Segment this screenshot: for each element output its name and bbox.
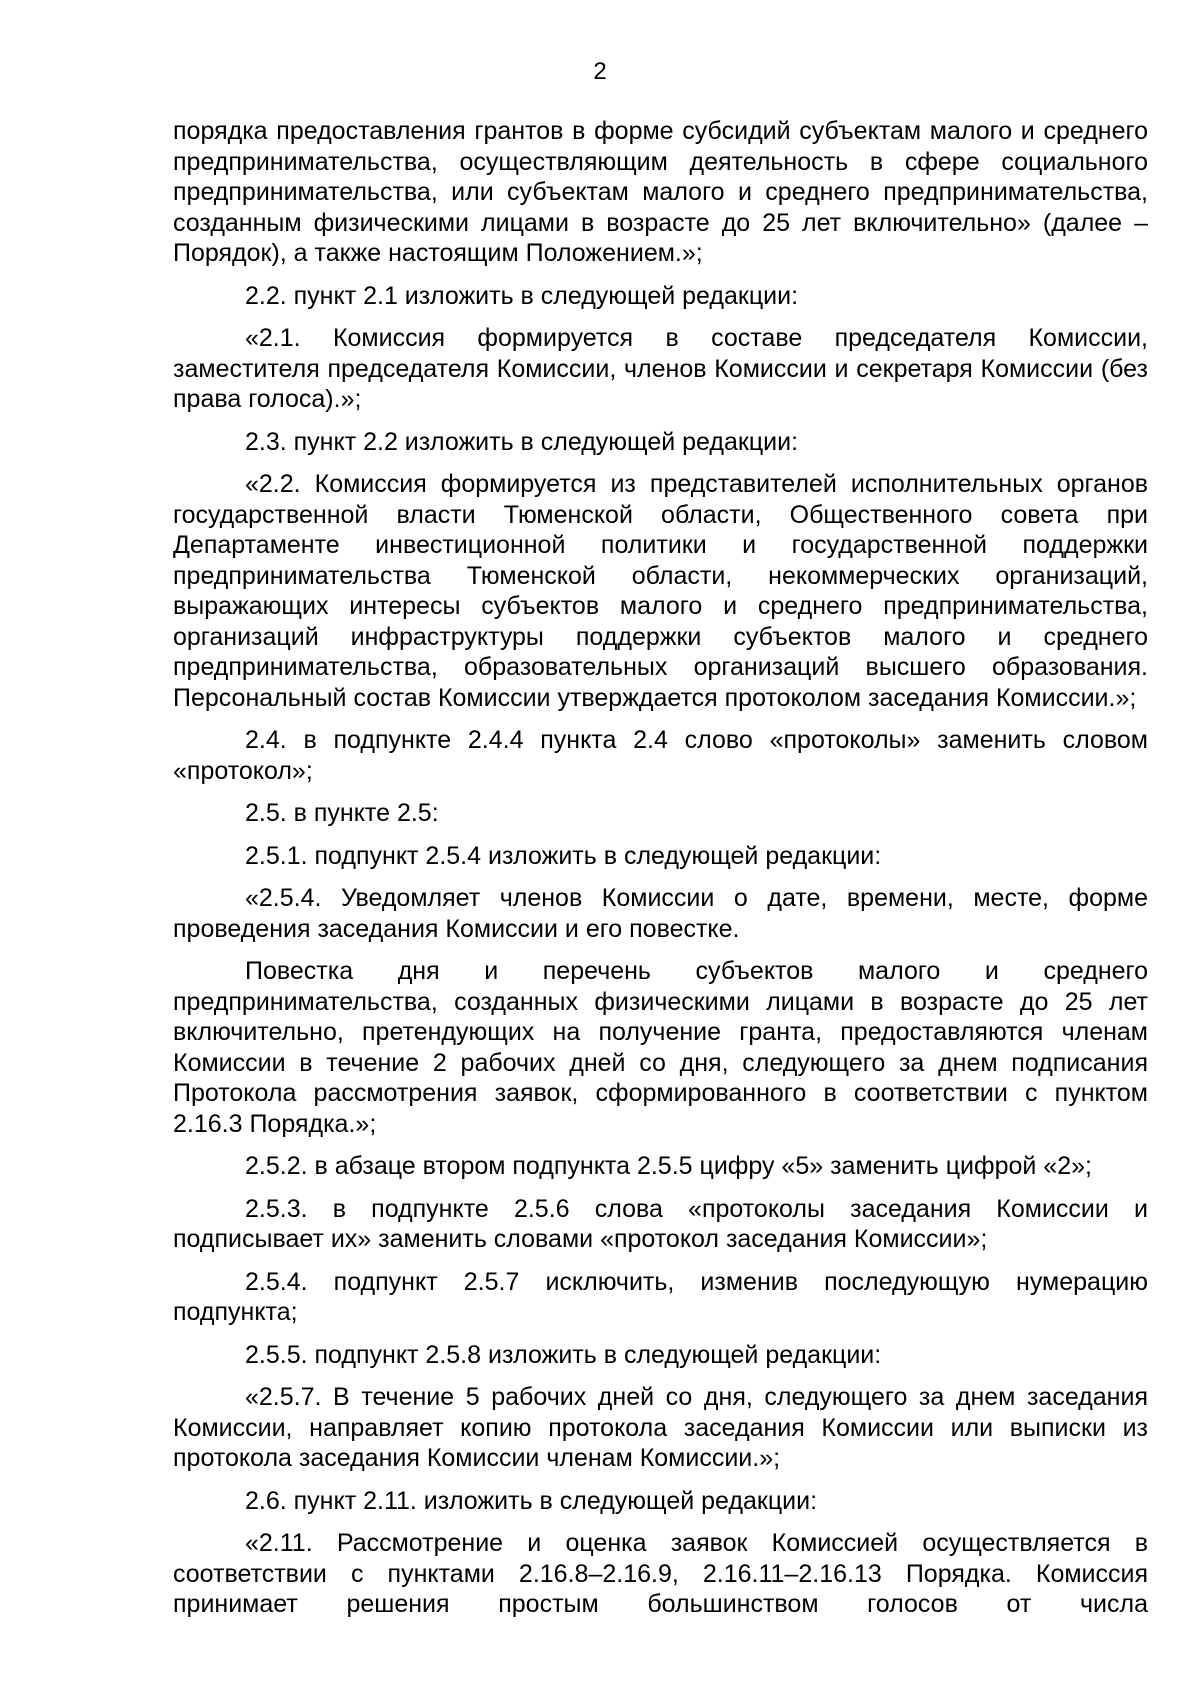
paragraph-agenda: Повестка дня и перечень субъектов малого и среднего предпринимательства, созданных физическими лицами в возрасте до 25 лет включительно, претендующих на получение гранта, предоставляются членам Комиссии в течение 2 рабочих дней со дня, следующего за днем подписания Протокола рассмотрения заявок, сформированного в соответствии с пунктом 2.16.3 Порядка.»; bbox=[173, 957, 1148, 1138]
paragraph-2-6: 2.6. пункт 2.11. изложить в следующей редакции: bbox=[245, 1486, 818, 1515]
paragraph-2-2-quote: «2.1. Комиссия формируется в составе председателя Комиссии, заместителя председателя Комиссии, членов Комиссии и секретаря Комиссии (без права голоса).»; bbox=[173, 324, 1148, 413]
paragraph-continuation: порядка предоставления грантов в форме субсидий субъектам малого и среднего предпринимательства, осуществляющим деятельность в сфере социального предпринимательства, или субъектам малого и среднего предпринимательства, созданным физическими лицами в возрасте до 25 лет включительно» (далее – Порядок), а также настоящим Положением.»; bbox=[173, 117, 1148, 267]
paragraph-2-5: 2.5. в пункте 2.5: bbox=[245, 799, 439, 827]
paragraph-2-5-1: 2.5.1. подпункт 2.5.4 изложить в следующей редакции: bbox=[245, 841, 882, 870]
paragraph-2-5-5-quote: «2.5.7. В течение 5 рабочих дней со дня, следующего за днем заседания Комиссии, направляет копию протокола заседания Комиссии или выписки из протокола заседания Комиссии членам Комиссии.»; bbox=[173, 1383, 1148, 1472]
paragraph-2-2: 2.2. пункт 2.1 изложить в следующей редакции: bbox=[245, 281, 799, 310]
paragraph-2-3: 2.3. пункт 2.2 изложить в следующей редакции: bbox=[245, 427, 799, 456]
paragraph-2-5-5: 2.5.5. подпункт 2.5.8 изложить в следующей редакции: bbox=[245, 1340, 882, 1369]
paragraph-2-5-4: 2.5.4. подпункт 2.5.7 исключить, изменив последующую нумерацию подпункта; bbox=[173, 1267, 1148, 1326]
paragraph-2-5-2: 2.5.2. в абзаце втором подпункта 2.5.5 цифру «5» заменить цифрой «2»; bbox=[245, 1152, 1092, 1180]
paragraph-2-5-1-quote: «2.5.4. Уведомляет членов Комиссии о дате, времени, месте, форме проведения заседания Комиссии и его повестке. bbox=[173, 884, 1148, 943]
paragraph-2-3-quote: «2.2. Комиссия формируется из представителей исполнительных органов государственной власти Тюменской области, Общественного совета при Департаменте инвестиционной политики и государственной поддержки предпринимательства Тюменской области, некоммерческих организаций, выражающих интересы субъектов малого и среднего предпринимательства, организаций инфраструктуры поддержки субъектов малого и среднего предпринимательства, образовательных организаций высшего образования. Персональный состав Комиссии утверждается протоколом заседания Комиссии.»; bbox=[173, 470, 1148, 712]
document-body bbox=[173, 116, 1148, 1632]
paragraph-2-4: 2.4. в подпункте 2.4.4 пункта 2.4 слово «протоколы» заменить словом «протокол»; bbox=[173, 726, 1148, 785]
paragraph-2-6-quote: «2.11. Рассмотрение и оценка заявок Комиссией осуществляется в соответствии с пунктами 2.16.8–2.16.9, 2.16.11–2.16.13 Порядка. Комиссия принимает решения простым большинством голосов от числа bbox=[173, 1529, 1148, 1618]
paragraph-2-5-3: 2.5.3. в подпункте 2.5.6 слова «протоколы заседания Комиссии и подписывает их» заменить словами «протокол заседания Комиссии»; bbox=[173, 1194, 1148, 1253]
page-number: 2 bbox=[593, 58, 607, 85]
